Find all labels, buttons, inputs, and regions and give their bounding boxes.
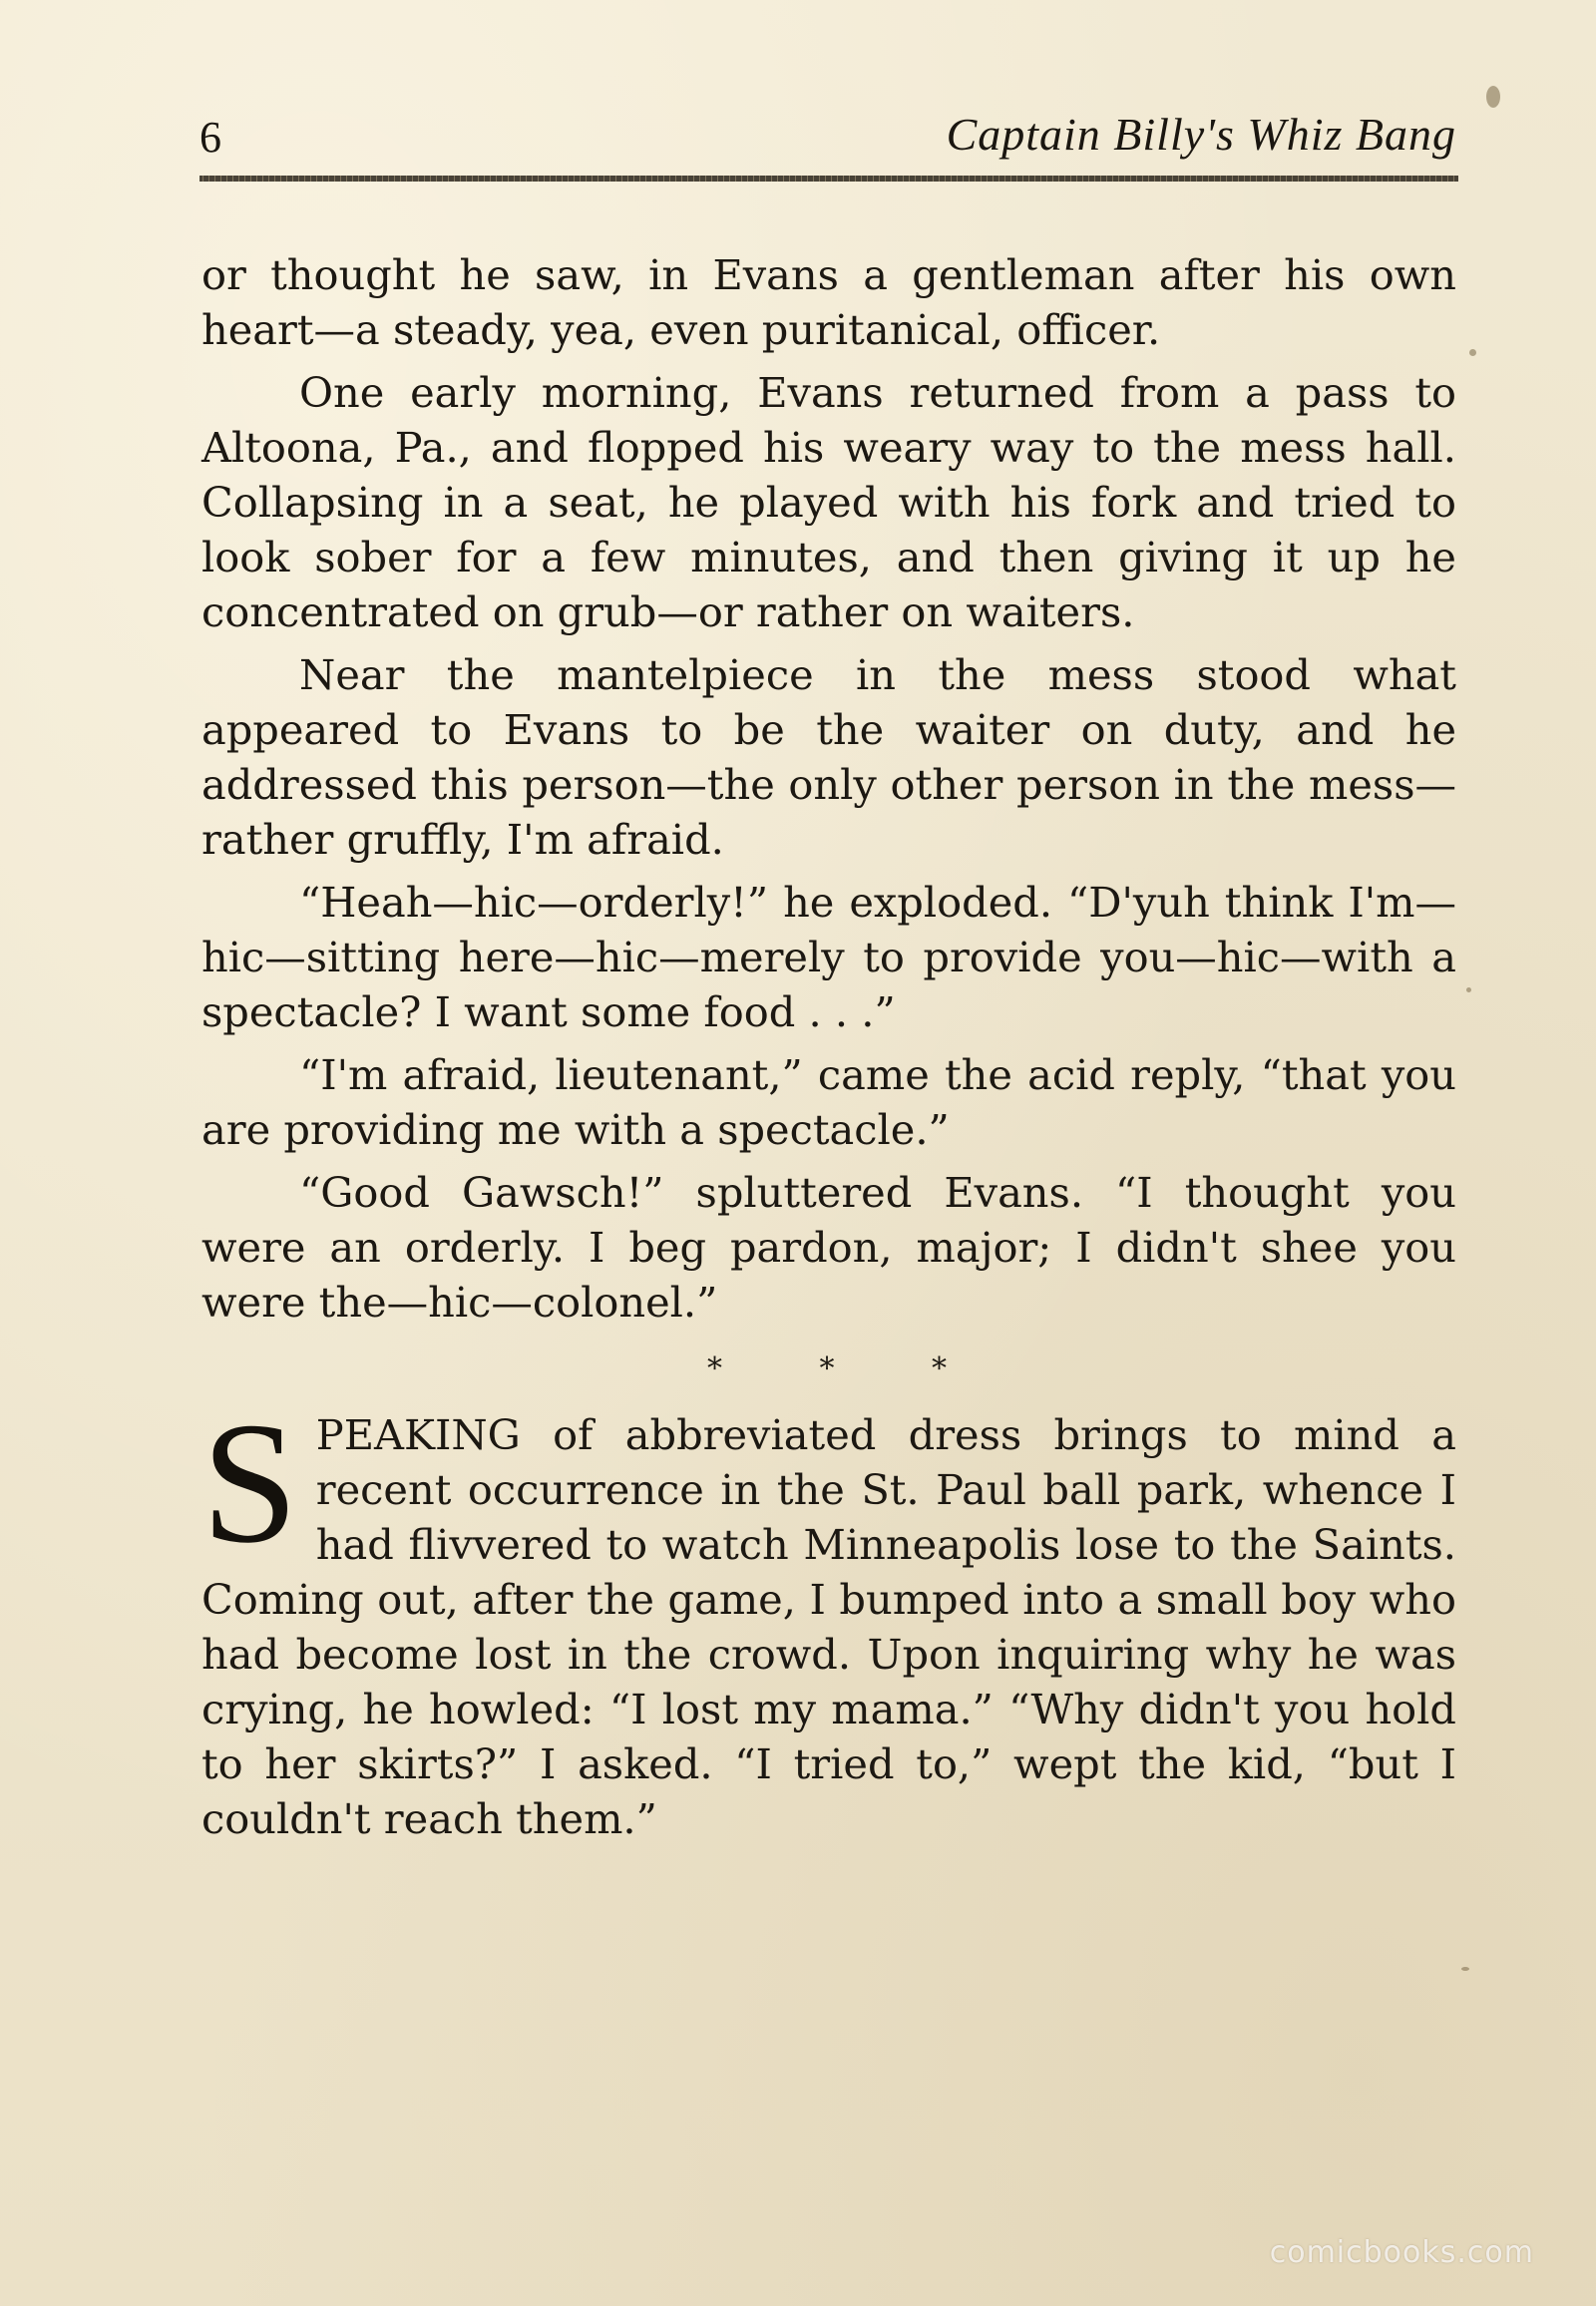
second-story: [201, 1386, 1456, 1846]
paragraph: or thought he saw, in Evans a gentleman after his own heart—a steady, yea, even puritanical, officer.: [201, 250, 1456, 354]
paper-fleck: [1486, 86, 1500, 108]
paragraph: “Heah—hic—orderly!” he exploded. “D'yuh think I'm—hic—sitting here—hic—merely to provide you—hic—with a spectacle? I want some food . . .”: [201, 878, 1456, 1036]
watermark: comicbooks.com: [1269, 2235, 1534, 2270]
paper-fleck: [1466, 987, 1471, 992]
article-body: [201, 247, 1456, 1846]
paragraph: “Good Gawsch!” spluttered Evans. “I thought you were an orderly. I beg pardon, major; I didn't shee you were the—hic—colonel.”: [201, 1168, 1456, 1327]
paragraph: One early morning, Evans returned from a pass to Altoona, Pa., and flopped his weary way to the mess hall. Collapsing in a seat, he played with his fork and tried to look sober for a few minutes, and then giving it up he concentrated on grub—or rather on waiters.: [201, 368, 1456, 636]
running-title: Captain Billy's Whiz Bang: [946, 109, 1456, 160]
section-separator: * * *: [706, 1351, 992, 1386]
page-header: [200, 108, 1456, 168]
page-number: 6: [200, 113, 221, 162]
header-rule: [200, 176, 1458, 182]
paper-fleck: [1461, 1967, 1469, 1971]
paper-fleck: [1469, 349, 1476, 356]
paragraph: Near the mantelpiece in the mess stood what appeared to Evans to be the waiter on duty, and he addressed this person—the only other person in the mess—rather gruffly, I'm afraid.: [201, 650, 1456, 864]
paragraph: “I'm afraid, lieutenant,” came the acid reply, “that you are providing me with a spectacle.”: [201, 1050, 1456, 1154]
second-story-text: PEAKING of abbreviated dress brings to mind a recent occurrence in the St. Paul ball park, whence I had flivvered to watch Minneapolis lose to the Saints. Coming out, after the game, I bumped into a small boy who had become lost in the crowd. Upon inquiring why he was crying, he howled: “I lost my mama.” “Why didn't you hold to her skirts?” I asked. “I tried to,” wept the kid, “but I couldn't reach them.”: [201, 1410, 1456, 1843]
drop-cap: S: [201, 1386, 298, 1579]
